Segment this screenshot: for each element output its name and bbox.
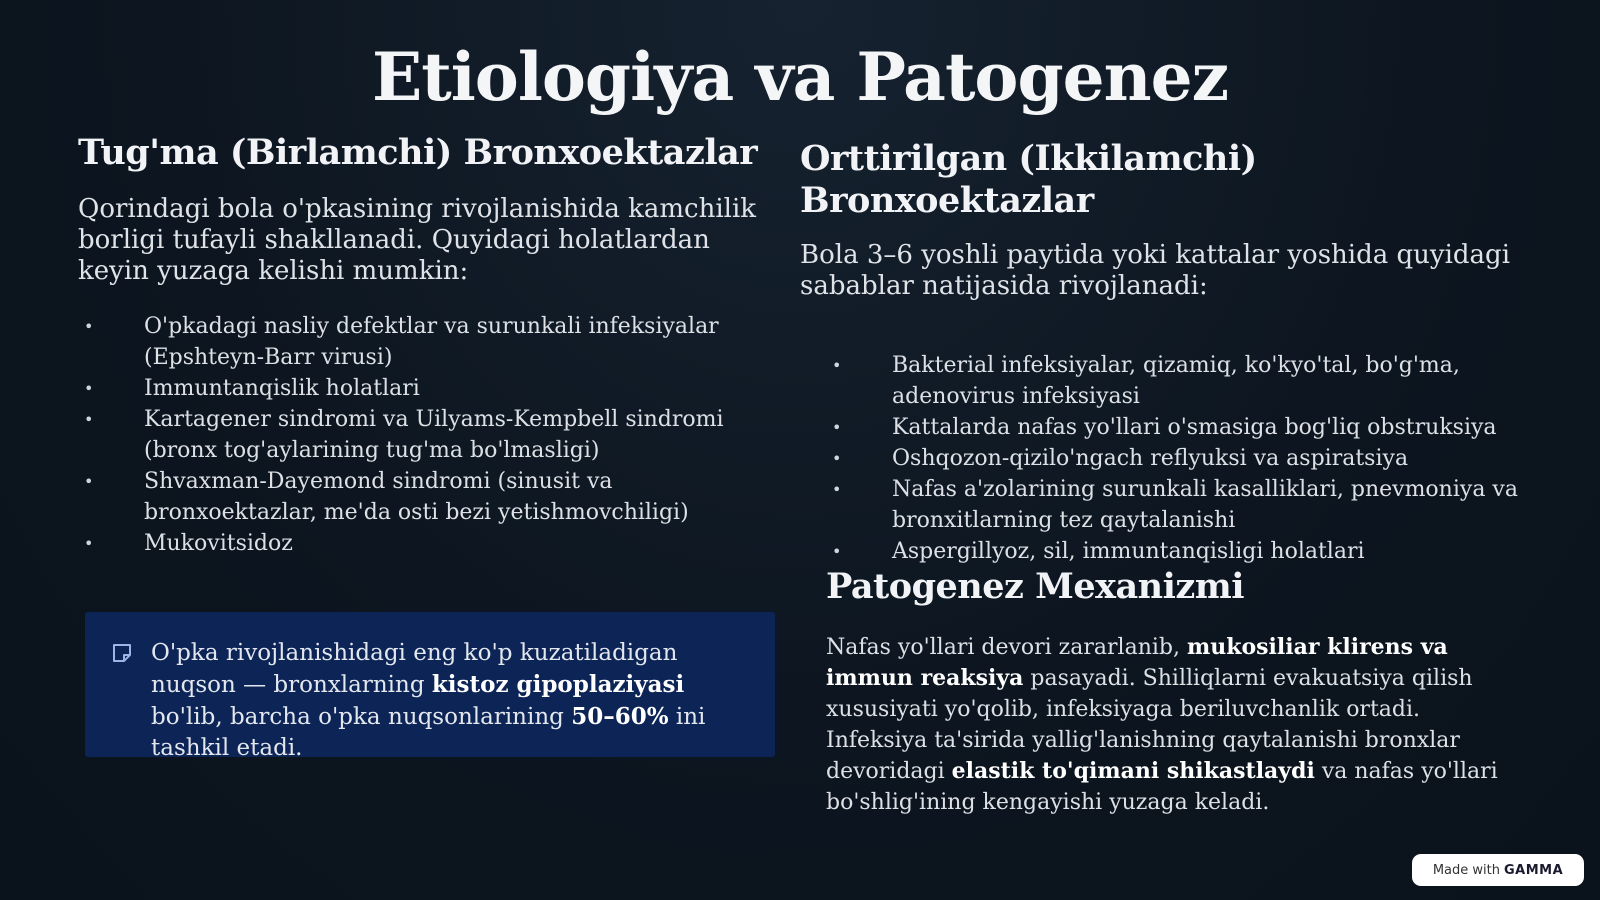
list-item: • Shvaxman-Dayemond sindromi (sinusit va bronxoektazlar, me'da osti bezi yetishmovchiligi) <box>78 466 778 528</box>
acquired-intro: Bola 3–6 yoshli paytida yoki kattalar yoshida quyidagi sabablar natijasida rivojlanadi: <box>800 240 1511 301</box>
bullet-icon: • <box>84 410 94 429</box>
bullet-icon: • <box>84 472 94 491</box>
acquired-section <box>800 138 1540 567</box>
acquired-list <box>800 350 1540 567</box>
note-icon <box>111 642 133 664</box>
congenital-section <box>78 132 778 559</box>
bullet-icon: • <box>832 449 842 468</box>
pathogenesis-text: Nafas yo'llari devori zararlanib, mukosiliar klirens va immun reaksiya pasayadi. Shilliqlarni evakuatsiya qilish xususiyati yo'qolib, infeksiyaga beriluvchanlik ortadi. Infeksiya ta'sirida yallig'lanishning qaytalanishi bronxlar devoridagi elastik to'qimani shikastlaydi va nafas yo'llari bo'shlig'ining kengayishi yuzaga keladi. <box>826 634 1498 815</box>
bullet-icon: • <box>84 534 94 553</box>
made-with-gamma-badge[interactable] <box>1412 854 1584 886</box>
list-item: • Oshqozon-qizilo'ngach reflyuksi va aspiratsiya <box>826 443 1540 474</box>
list-item: • Kattalarda nafas yo'llari o'smasiga bog'liq obstruksiya <box>826 412 1540 443</box>
acquired-heading: Orttirilgan (Ikkilamchi) Bronxoektazlar <box>800 138 1257 221</box>
bullet-icon: • <box>832 356 842 375</box>
bullet-icon: • <box>832 480 842 499</box>
bullet-icon: • <box>84 379 94 398</box>
pathogenesis-section <box>826 566 1526 818</box>
bullet-icon: • <box>84 317 94 336</box>
list-item: • Nafas a'zolarining surunkali kasalliklari, pnevmoniya va bronxitlarning tez qaytalanishi <box>826 474 1540 536</box>
page-title: Etiologiya va Patogenez <box>371 38 1229 116</box>
list-item: • Mukovitsidoz <box>78 528 778 559</box>
list-item: • Aspergillyoz, sil, immuntanqisligi holatlari <box>826 536 1540 567</box>
list-item: • Bakterial infeksiyalar, qizamiq, ko'kyo'tal, bo'g'ma, adenovirus infeksiyasi <box>826 350 1540 412</box>
bullet-icon: • <box>832 418 842 437</box>
callout-box <box>85 612 775 761</box>
list-item: • Immuntanqislik holatlari <box>78 373 778 404</box>
congenital-intro: Qorindagi bola o'pkasining rivojlanishida kamchilik borligi tufayli shakllanadi. Quyidagi holatlardan keyin yuzaga kelishi mumkin: <box>78 194 757 286</box>
bullet-icon: • <box>832 542 842 561</box>
pathogenesis-heading: Patogenez Mexanizmi <box>826 566 1245 607</box>
list-item: • O'pkadagi nasliy defektlar va surunkali infeksiyalar (Epshteyn-Barr virusi) <box>78 311 778 373</box>
list-item: • Kartagener sindromi va Uilyams-Kempbell sindromi (bronx tog'aylarining tug'ma bo'lmasligi) <box>78 404 778 466</box>
congenital-list <box>78 311 778 559</box>
badge-prefix: Made with <box>1432 862 1500 878</box>
congenital-heading: Tug'ma (Birlamchi) Bronxoektazlar <box>78 132 758 173</box>
gamma-logo: GAMMA <box>1503 862 1564 878</box>
callout-text: O'pka rivojlanishidagi eng ko'p kuzatiladigan nuqson — bronxlarning kistoz gipoplaziyasi bo'lib, barcha o'pka nuqsonlarining 50–60% ini tashkil etadi. <box>151 640 706 761</box>
